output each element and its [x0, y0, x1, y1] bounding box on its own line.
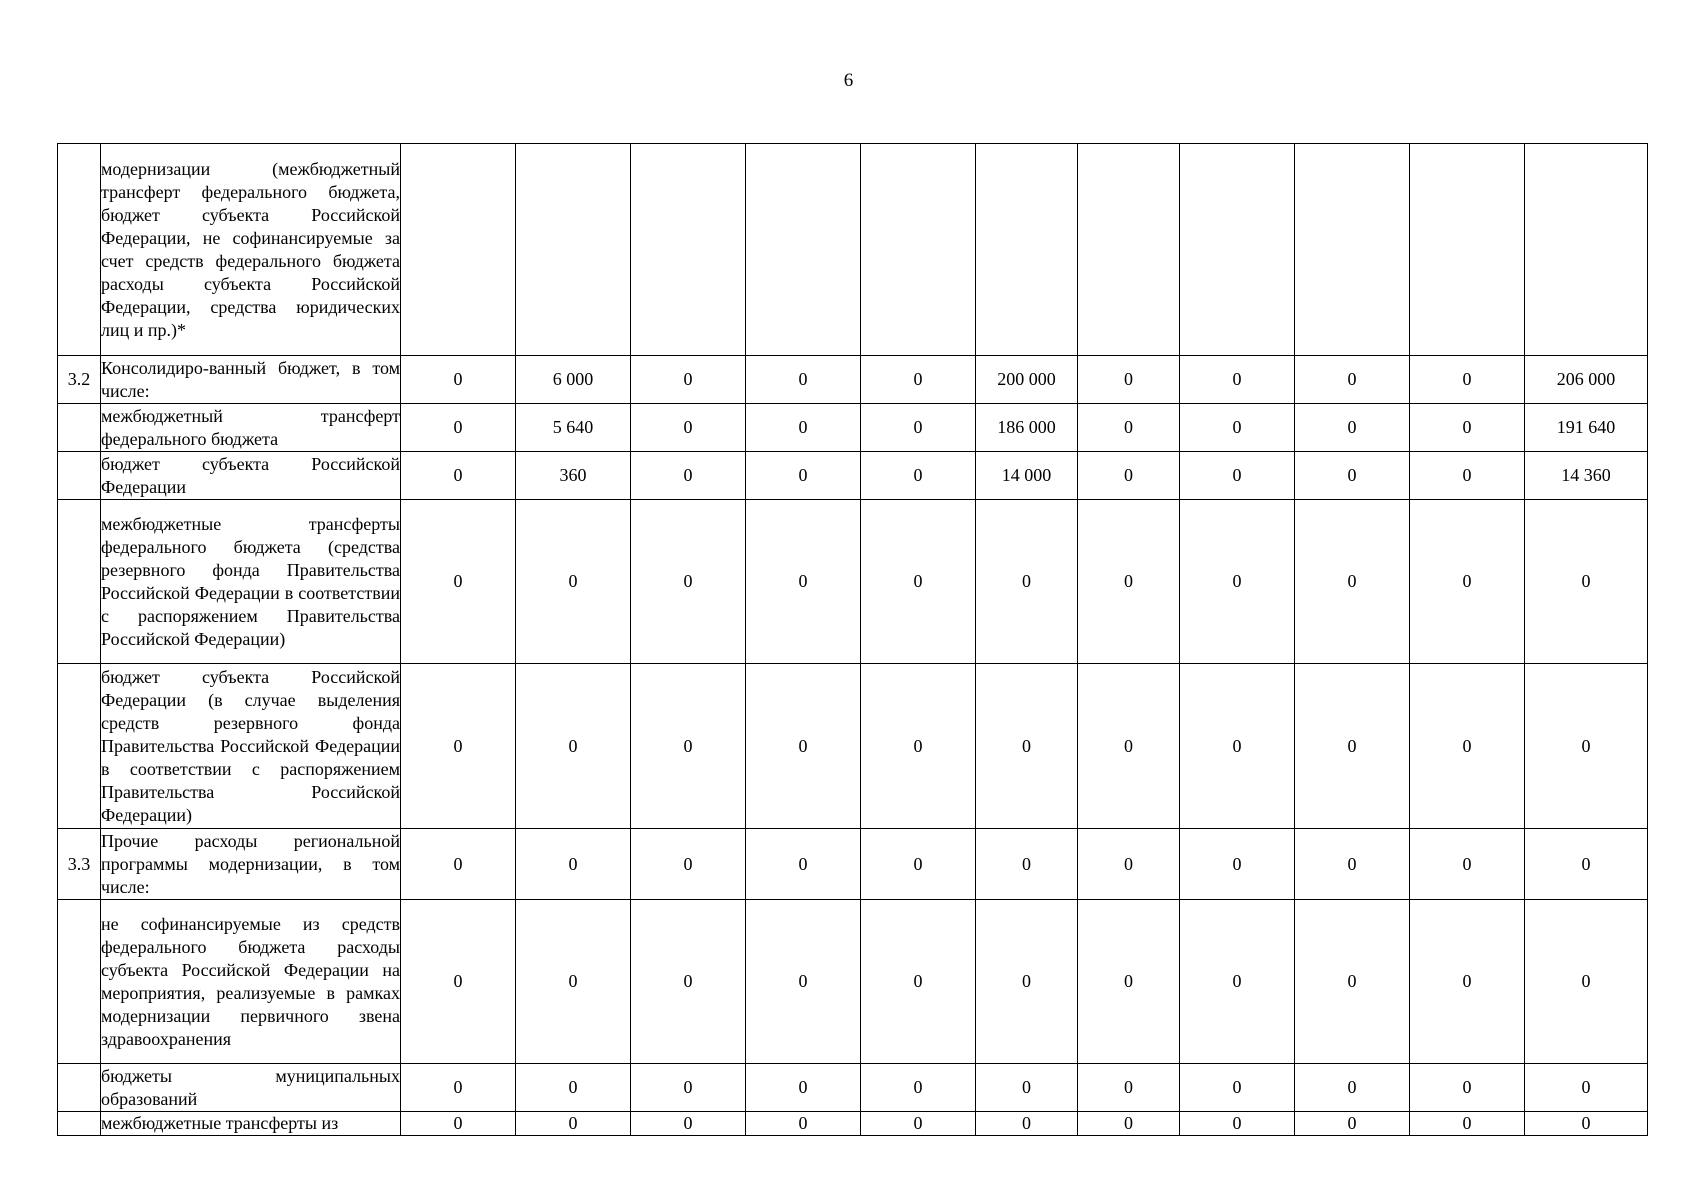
table-row — [58, 900, 1648, 1064]
value-cell: 0 — [1078, 356, 1180, 404]
row-index — [58, 1064, 101, 1112]
row-label: Консолидиро-ванный бюджет, в том числе: — [101, 357, 400, 401]
value-cell: 0 — [631, 1064, 746, 1112]
value-cell: 191 640 — [1525, 404, 1648, 452]
value-cell: 0 — [861, 1112, 976, 1136]
value-cell: 0 — [631, 664, 746, 829]
row-label-cell — [101, 664, 401, 829]
row-index — [58, 1112, 101, 1136]
value-cell: 186 000 — [976, 404, 1078, 452]
value-cell — [861, 144, 976, 356]
value-cell — [1078, 144, 1180, 356]
value-cell: 0 — [516, 1064, 631, 1112]
value-cell: 0 — [746, 664, 861, 829]
value-cell — [631, 144, 746, 356]
table-row — [58, 664, 1648, 829]
row-label-cell — [101, 452, 401, 500]
value-cell: 0 — [516, 664, 631, 829]
value-cell: 0 — [746, 829, 861, 900]
value-cell: 0 — [1180, 452, 1295, 500]
value-cell: 0 — [1295, 1112, 1410, 1136]
value-cell: 0 — [631, 404, 746, 452]
value-cell: 0 — [1410, 829, 1525, 900]
value-cell: 0 — [1295, 1064, 1410, 1112]
row-label: не софинансируемые из средств федерального бюджета расходы субъекта Российской Федерации на мероприятия, реализуемые в рамках модернизации первичного звена здравоохранения — [101, 913, 400, 1049]
value-cell: 0 — [516, 900, 631, 1064]
value-cell: 0 — [1410, 500, 1525, 664]
value-cell — [1295, 144, 1410, 356]
value-cell: 0 — [976, 829, 1078, 900]
table-row — [58, 144, 1648, 356]
table-row — [58, 1112, 1648, 1136]
value-cell: 0 — [1078, 664, 1180, 829]
row-label-cell — [101, 404, 401, 452]
value-cell: 0 — [516, 829, 631, 900]
value-cell — [1180, 144, 1295, 356]
value-cell: 14 000 — [976, 452, 1078, 500]
value-cell: 0 — [1180, 404, 1295, 452]
row-label-cell — [101, 1112, 401, 1136]
value-cell: 0 — [1295, 900, 1410, 1064]
row-index — [58, 900, 101, 1064]
row-label: бюджет субъекта Российской Федерации — [101, 453, 400, 497]
value-cell: 0 — [1078, 404, 1180, 452]
value-cell: 0 — [1078, 500, 1180, 664]
table-row — [58, 356, 1648, 404]
value-cell: 0 — [1180, 829, 1295, 900]
table-row — [58, 829, 1648, 900]
value-cell: 0 — [1180, 900, 1295, 1064]
value-cell: 5 640 — [516, 404, 631, 452]
value-cell: 0 — [1180, 1112, 1295, 1136]
value-cell: 0 — [976, 1064, 1078, 1112]
value-cell — [746, 144, 861, 356]
row-label-cell — [101, 829, 401, 900]
value-cell: 0 — [861, 404, 976, 452]
budget-table — [57, 143, 1648, 1136]
table-row — [58, 1064, 1648, 1112]
value-cell: 0 — [976, 500, 1078, 664]
value-cell: 0 — [976, 1112, 1078, 1136]
value-cell: 0 — [746, 500, 861, 664]
row-label-cell — [101, 144, 401, 356]
value-cell: 0 — [1180, 356, 1295, 404]
value-cell: 200 000 — [976, 356, 1078, 404]
value-cell: 0 — [631, 356, 746, 404]
value-cell: 0 — [1525, 1112, 1648, 1136]
row-index: 3.3 — [58, 829, 101, 900]
value-cell: 0 — [1525, 900, 1648, 1064]
value-cell: 14 360 — [1525, 452, 1648, 500]
value-cell: 0 — [401, 829, 516, 900]
row-label: межбюджетные трансферты из — [101, 1113, 339, 1133]
row-index — [58, 144, 101, 356]
value-cell: 0 — [1410, 900, 1525, 1064]
row-label: межбюджетные трансферты федерального бюджета (средства резервного фонда Правительства Российской Федерации в соответствии с распоряжением Правительства Российской Федерации) — [101, 513, 400, 649]
value-cell: 0 — [401, 452, 516, 500]
row-label-cell — [101, 1064, 401, 1112]
value-cell: 0 — [1078, 1064, 1180, 1112]
value-cell: 0 — [1295, 500, 1410, 664]
value-cell: 0 — [746, 404, 861, 452]
value-cell: 0 — [1410, 404, 1525, 452]
page-number: 6 — [843, 70, 854, 91]
value-cell: 0 — [861, 664, 976, 829]
value-cell: 0 — [746, 452, 861, 500]
row-index — [58, 452, 101, 500]
value-cell: 0 — [631, 829, 746, 900]
value-cell: 0 — [746, 1064, 861, 1112]
value-cell: 6 000 — [516, 356, 631, 404]
row-label: Прочие расходы региональной программы модернизации, в том числе: — [101, 830, 400, 897]
value-cell: 0 — [746, 1112, 861, 1136]
value-cell: 0 — [1295, 452, 1410, 500]
value-cell: 0 — [1180, 664, 1295, 829]
value-cell: 0 — [516, 500, 631, 664]
value-cell: 0 — [861, 500, 976, 664]
value-cell: 0 — [631, 1112, 746, 1136]
value-cell: 0 — [1295, 664, 1410, 829]
value-cell: 360 — [516, 452, 631, 500]
value-cell: 0 — [1295, 829, 1410, 900]
value-cell: 0 — [976, 900, 1078, 1064]
row-index — [58, 404, 101, 452]
row-index — [58, 500, 101, 664]
value-cell: 0 — [1410, 356, 1525, 404]
row-index: 3.2 — [58, 356, 101, 404]
value-cell: 0 — [1295, 356, 1410, 404]
row-label: модернизации (межбюджетный трансферт федерального бюджета, бюджет субъекта Российской Федерации, не софинансируемые за счет средств федерального бюджета расходы субъекта Российской Федерации, средства юридических лиц и пр.)* — [101, 158, 400, 340]
table-row — [58, 500, 1648, 664]
row-label: бюджет субъекта Российской Федерации (в случае выделения средств резервного фонда Правительства Российской Федерации в соответствии с распоряжением Правительства Российской Федерации) — [101, 666, 400, 825]
value-cell: 0 — [1525, 1064, 1648, 1112]
value-cell: 0 — [1410, 1064, 1525, 1112]
table-row — [58, 404, 1648, 452]
value-cell — [1410, 144, 1525, 356]
row-index — [58, 664, 101, 829]
value-cell: 0 — [401, 404, 516, 452]
value-cell: 0 — [1410, 664, 1525, 829]
value-cell: 0 — [401, 500, 516, 664]
value-cell: 0 — [401, 1112, 516, 1136]
value-cell: 0 — [976, 664, 1078, 829]
value-cell: 0 — [1295, 404, 1410, 452]
value-cell — [516, 144, 631, 356]
value-cell — [1525, 144, 1648, 356]
value-cell: 0 — [401, 356, 516, 404]
value-cell — [401, 144, 516, 356]
value-cell: 0 — [516, 1112, 631, 1136]
value-cell: 0 — [861, 900, 976, 1064]
value-cell: 0 — [1525, 500, 1648, 664]
value-cell: 0 — [1078, 452, 1180, 500]
value-cell: 0 — [1525, 829, 1648, 900]
value-cell: 0 — [746, 356, 861, 404]
value-cell: 0 — [631, 452, 746, 500]
value-cell: 0 — [861, 1064, 976, 1112]
value-cell: 0 — [401, 900, 516, 1064]
value-cell: 0 — [861, 452, 976, 500]
value-cell: 0 — [401, 1064, 516, 1112]
table-row — [58, 452, 1648, 500]
value-cell: 0 — [401, 664, 516, 829]
value-cell: 0 — [861, 356, 976, 404]
value-cell: 0 — [1525, 664, 1648, 829]
value-cell: 0 — [1078, 829, 1180, 900]
row-label: бюджеты муниципальных образований — [101, 1065, 400, 1109]
value-cell: 0 — [746, 900, 861, 1064]
row-label-cell — [101, 356, 401, 404]
value-cell: 0 — [1180, 500, 1295, 664]
value-cell: 0 — [631, 500, 746, 664]
row-label: межбюджетный трансферт федерального бюджета — [101, 405, 400, 449]
row-label-cell — [101, 500, 401, 664]
value-cell: 0 — [1078, 900, 1180, 1064]
value-cell — [976, 144, 1078, 356]
value-cell: 0 — [1410, 452, 1525, 500]
value-cell: 0 — [861, 829, 976, 900]
value-cell: 0 — [1180, 1064, 1295, 1112]
value-cell: 0 — [1078, 1112, 1180, 1136]
value-cell: 0 — [1410, 1112, 1525, 1136]
value-cell: 0 — [631, 900, 746, 1064]
value-cell: 206 000 — [1525, 356, 1648, 404]
row-label-cell — [101, 900, 401, 1064]
